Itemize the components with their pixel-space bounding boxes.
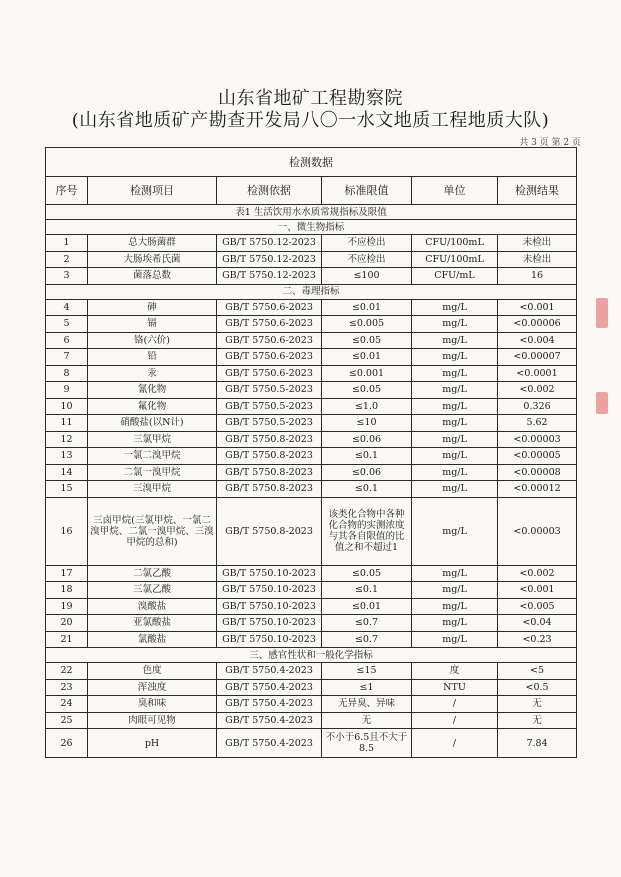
cell-unit: mg/L	[412, 615, 498, 632]
cell-result: <0.001	[498, 299, 577, 316]
cell-method: GB/T 5750.6-2023	[217, 349, 322, 366]
table-row	[46, 497, 577, 565]
cell-unit: 度	[412, 663, 498, 680]
cell-result: <0.002	[498, 565, 577, 582]
table-row	[46, 464, 577, 481]
cell-result: 7.84	[498, 729, 577, 758]
cell-result: <0.23	[498, 631, 577, 648]
cell-limit: ≤0.1	[322, 448, 412, 465]
column-header-method: 检测依据	[217, 177, 322, 205]
cell-limit: ≤0.06	[322, 431, 412, 448]
cell-item: 铬(六价)	[88, 332, 217, 349]
table-row	[46, 712, 577, 729]
cell-limit: 该类化合物中各种化合物的实测浓度与其各自限值的比值之和不超过1	[322, 497, 412, 565]
column-header-result: 检测结果	[498, 177, 577, 205]
cell-result: <0.04	[498, 615, 577, 632]
cell-unit: mg/L	[412, 382, 498, 399]
table-row	[46, 598, 577, 615]
institute-subtitle: (山东省地质矿产勘查开发局八〇一水文地质工程地质大队)	[71, 110, 550, 131]
table-row	[46, 679, 577, 696]
cell-item: 氰化物	[88, 382, 217, 399]
section-row	[46, 284, 577, 299]
cell-method: GB/T 5750.12-2023	[217, 268, 322, 285]
cell-limit: ≤0.01	[322, 349, 412, 366]
cell-limit: ≤0.7	[322, 615, 412, 632]
table-row	[46, 398, 577, 415]
table-row	[46, 251, 577, 268]
cell-method: GB/T 5750.12-2023	[217, 235, 322, 252]
cell-method: GB/T 5750.10-2023	[217, 615, 322, 632]
cell-no: 25	[46, 712, 88, 729]
table-row	[46, 481, 577, 498]
cell-limit: 无	[322, 712, 412, 729]
cell-result: <0.00012	[498, 481, 577, 498]
cell-limit: ≤10	[322, 415, 412, 432]
cell-item: 镉	[88, 316, 217, 333]
cell-no: 24	[46, 696, 88, 713]
cell-unit: /	[412, 729, 498, 758]
cell-method: GB/T 5750.10-2023	[217, 631, 322, 648]
table-row	[46, 663, 577, 680]
cell-method: GB/T 5750.5-2023	[217, 382, 322, 399]
cell-method: GB/T 5750.4-2023	[217, 712, 322, 729]
table-title: 检测数据	[46, 148, 577, 177]
section-title: 三、感官性状和一般化学指标	[46, 648, 577, 663]
red-seal-fragment	[596, 298, 608, 328]
cell-no: 7	[46, 349, 88, 366]
cell-unit: mg/L	[412, 598, 498, 615]
cell-method: GB/T 5750.10-2023	[217, 598, 322, 615]
column-header-item: 检测项目	[88, 177, 217, 205]
cell-unit: mg/L	[412, 565, 498, 582]
cell-item: 臭和味	[88, 696, 217, 713]
cell-method: GB/T 5750.6-2023	[217, 332, 322, 349]
cell-unit: mg/L	[412, 332, 498, 349]
cell-unit: mg/L	[412, 481, 498, 498]
cell-method: GB/T 5750.5-2023	[217, 415, 322, 432]
cell-method: GB/T 5750.8-2023	[217, 497, 322, 565]
cell-item: 三氯乙酸	[88, 582, 217, 599]
cell-method: GB/T 5750.10-2023	[217, 582, 322, 599]
cell-unit: mg/L	[412, 448, 498, 465]
cell-unit: CFU/100mL	[412, 251, 498, 268]
table-row	[46, 365, 577, 382]
cell-result: <0.005	[498, 598, 577, 615]
cell-unit: mg/L	[412, 316, 498, 333]
cell-item: 二氯一溴甲烷	[88, 464, 217, 481]
cell-method: GB/T 5750.10-2023	[217, 565, 322, 582]
cell-no: 8	[46, 365, 88, 382]
institute-name: 山东省地矿工程勘察院	[218, 88, 403, 109]
cell-no: 6	[46, 332, 88, 349]
cell-item: 二氯乙酸	[88, 565, 217, 582]
table-row	[46, 729, 577, 758]
cell-no: 15	[46, 481, 88, 498]
table-row	[46, 582, 577, 599]
cell-limit: ≤0.1	[322, 582, 412, 599]
cell-method: GB/T 5750.8-2023	[217, 448, 322, 465]
cell-item: 菌落总数	[88, 268, 217, 285]
cell-item: 汞	[88, 365, 217, 382]
cell-result: 0.326	[498, 398, 577, 415]
column-header-no: 序号	[46, 177, 88, 205]
cell-item: 总大肠菌群	[88, 235, 217, 252]
cell-limit: ≤0.01	[322, 299, 412, 316]
cell-method: GB/T 5750.4-2023	[217, 679, 322, 696]
cell-item: 溴酸盐	[88, 598, 217, 615]
cell-limit: 不小于6.5且不大于8.5	[322, 729, 412, 758]
cell-method: GB/T 5750.8-2023	[217, 431, 322, 448]
section-row	[46, 648, 577, 663]
cell-limit: 不应检出	[322, 235, 412, 252]
cell-item: 三卤甲烷(三氯甲烷、一氯二溴甲烷、二氯一溴甲烷、三溴甲烷的总和)	[88, 497, 217, 565]
section-row	[46, 220, 577, 235]
cell-limit: ≤0.01	[322, 598, 412, 615]
cell-unit: mg/L	[412, 415, 498, 432]
cell-unit: mg/L	[412, 497, 498, 565]
cell-method: GB/T 5750.4-2023	[217, 729, 322, 758]
cell-no: 1	[46, 235, 88, 252]
cell-limit: ≤0.05	[322, 565, 412, 582]
cell-no: 18	[46, 582, 88, 599]
cell-result: <0.002	[498, 382, 577, 399]
table-row	[46, 316, 577, 333]
cell-unit: mg/L	[412, 365, 498, 382]
cell-result: 5.62	[498, 415, 577, 432]
cell-result: <5	[498, 663, 577, 680]
cell-result: <0.001	[498, 582, 577, 599]
cell-limit: 无异臭、异味	[322, 696, 412, 713]
cell-limit: ≤0.05	[322, 382, 412, 399]
table-row	[46, 615, 577, 632]
cell-unit: mg/L	[412, 464, 498, 481]
cell-item: 铅	[88, 349, 217, 366]
cell-no: 20	[46, 615, 88, 632]
cell-item: 氟化物	[88, 398, 217, 415]
cell-limit: ≤1.0	[322, 398, 412, 415]
cell-no: 26	[46, 729, 88, 758]
cell-limit: ≤0.06	[322, 464, 412, 481]
cell-item: 硝酸盐(以N计)	[88, 415, 217, 432]
cell-unit: NTU	[412, 679, 498, 696]
test-data-table	[45, 147, 577, 758]
cell-no: 21	[46, 631, 88, 648]
cell-result: <0.5	[498, 679, 577, 696]
cell-result: 未检出	[498, 251, 577, 268]
table-row	[46, 631, 577, 648]
table-row	[46, 268, 577, 285]
cell-method: GB/T 5750.6-2023	[217, 316, 322, 333]
cell-result: <0.00005	[498, 448, 577, 465]
table-row	[46, 299, 577, 316]
cell-method: GB/T 5750.8-2023	[217, 481, 322, 498]
cell-unit: mg/L	[412, 299, 498, 316]
cell-unit: mg/L	[412, 398, 498, 415]
cell-unit: /	[412, 696, 498, 713]
cell-limit: ≤0.005	[322, 316, 412, 333]
cell-no: 5	[46, 316, 88, 333]
cell-unit: mg/L	[412, 431, 498, 448]
table-row	[46, 415, 577, 432]
cell-unit: mg/L	[412, 582, 498, 599]
cell-result: <0.00006	[498, 316, 577, 333]
cell-item: 浑浊度	[88, 679, 217, 696]
cell-limit: ≤100	[322, 268, 412, 285]
cell-unit: CFU/100mL	[412, 235, 498, 252]
cell-no: 12	[46, 431, 88, 448]
cell-no: 4	[46, 299, 88, 316]
cell-method: GB/T 5750.12-2023	[217, 251, 322, 268]
cell-no: 9	[46, 382, 88, 399]
cell-item: 一氯二溴甲烷	[88, 448, 217, 465]
cell-unit: mg/L	[412, 631, 498, 648]
cell-result: <0.00008	[498, 464, 577, 481]
cell-method: GB/T 5750.6-2023	[217, 365, 322, 382]
table-row	[46, 235, 577, 252]
cell-result: <0.00003	[498, 497, 577, 565]
cell-unit: mg/L	[412, 349, 498, 366]
column-header-limit: 标准限值	[322, 177, 412, 205]
table-row	[46, 349, 577, 366]
cell-no: 16	[46, 497, 88, 565]
table-caption: 表1 生活饮用水水质常规指标及限值	[46, 205, 577, 220]
cell-item: 砷	[88, 299, 217, 316]
section-title: 二、毒理指标	[46, 284, 577, 299]
table-row	[46, 332, 577, 349]
red-seal-fragment	[596, 392, 608, 414]
cell-no: 23	[46, 679, 88, 696]
cell-no: 13	[46, 448, 88, 465]
cell-result: <0.0001	[498, 365, 577, 382]
cell-result: 未检出	[498, 235, 577, 252]
cell-no: 19	[46, 598, 88, 615]
table-row	[46, 382, 577, 399]
cell-item: 肉眼可见物	[88, 712, 217, 729]
cell-method: GB/T 5750.4-2023	[217, 696, 322, 713]
column-header-unit: 单位	[412, 177, 498, 205]
cell-item: 大肠埃希氏菌	[88, 251, 217, 268]
table-row	[46, 448, 577, 465]
cell-unit: /	[412, 712, 498, 729]
cell-no: 17	[46, 565, 88, 582]
cell-item: 三溴甲烷	[88, 481, 217, 498]
cell-result: <0.004	[498, 332, 577, 349]
cell-unit: CFU/mL	[412, 268, 498, 285]
cell-item: 氯酸盐	[88, 631, 217, 648]
cell-result: 无	[498, 712, 577, 729]
page-number: 共 3 页 第 2 页	[519, 138, 581, 148]
cell-method: GB/T 5750.6-2023	[217, 299, 322, 316]
cell-result: <0.00007	[498, 349, 577, 366]
cell-method: GB/T 5750.4-2023	[217, 663, 322, 680]
cell-limit: ≤1	[322, 679, 412, 696]
cell-limit: ≤0.7	[322, 631, 412, 648]
cell-method: GB/T 5750.5-2023	[217, 398, 322, 415]
cell-item: 三氯甲烷	[88, 431, 217, 448]
cell-no: 11	[46, 415, 88, 432]
cell-item: 色度	[88, 663, 217, 680]
cell-no: 22	[46, 663, 88, 680]
cell-result: 无	[498, 696, 577, 713]
cell-no: 10	[46, 398, 88, 415]
table-row	[46, 565, 577, 582]
section-title: 一、微生物指标	[46, 220, 577, 235]
cell-limit: 不应检出	[322, 251, 412, 268]
cell-result: <0.00003	[498, 431, 577, 448]
cell-method: GB/T 5750.8-2023	[217, 464, 322, 481]
cell-no: 2	[46, 251, 88, 268]
cell-limit: ≤0.001	[322, 365, 412, 382]
cell-item: 亚氯酸盐	[88, 615, 217, 632]
cell-no: 14	[46, 464, 88, 481]
table-row	[46, 696, 577, 713]
cell-result: 16	[498, 268, 577, 285]
cell-limit: ≤0.1	[322, 481, 412, 498]
cell-no: 3	[46, 268, 88, 285]
cell-limit: ≤0.05	[322, 332, 412, 349]
table-row	[46, 431, 577, 448]
cell-item: pH	[88, 729, 217, 758]
cell-limit: ≤15	[322, 663, 412, 680]
